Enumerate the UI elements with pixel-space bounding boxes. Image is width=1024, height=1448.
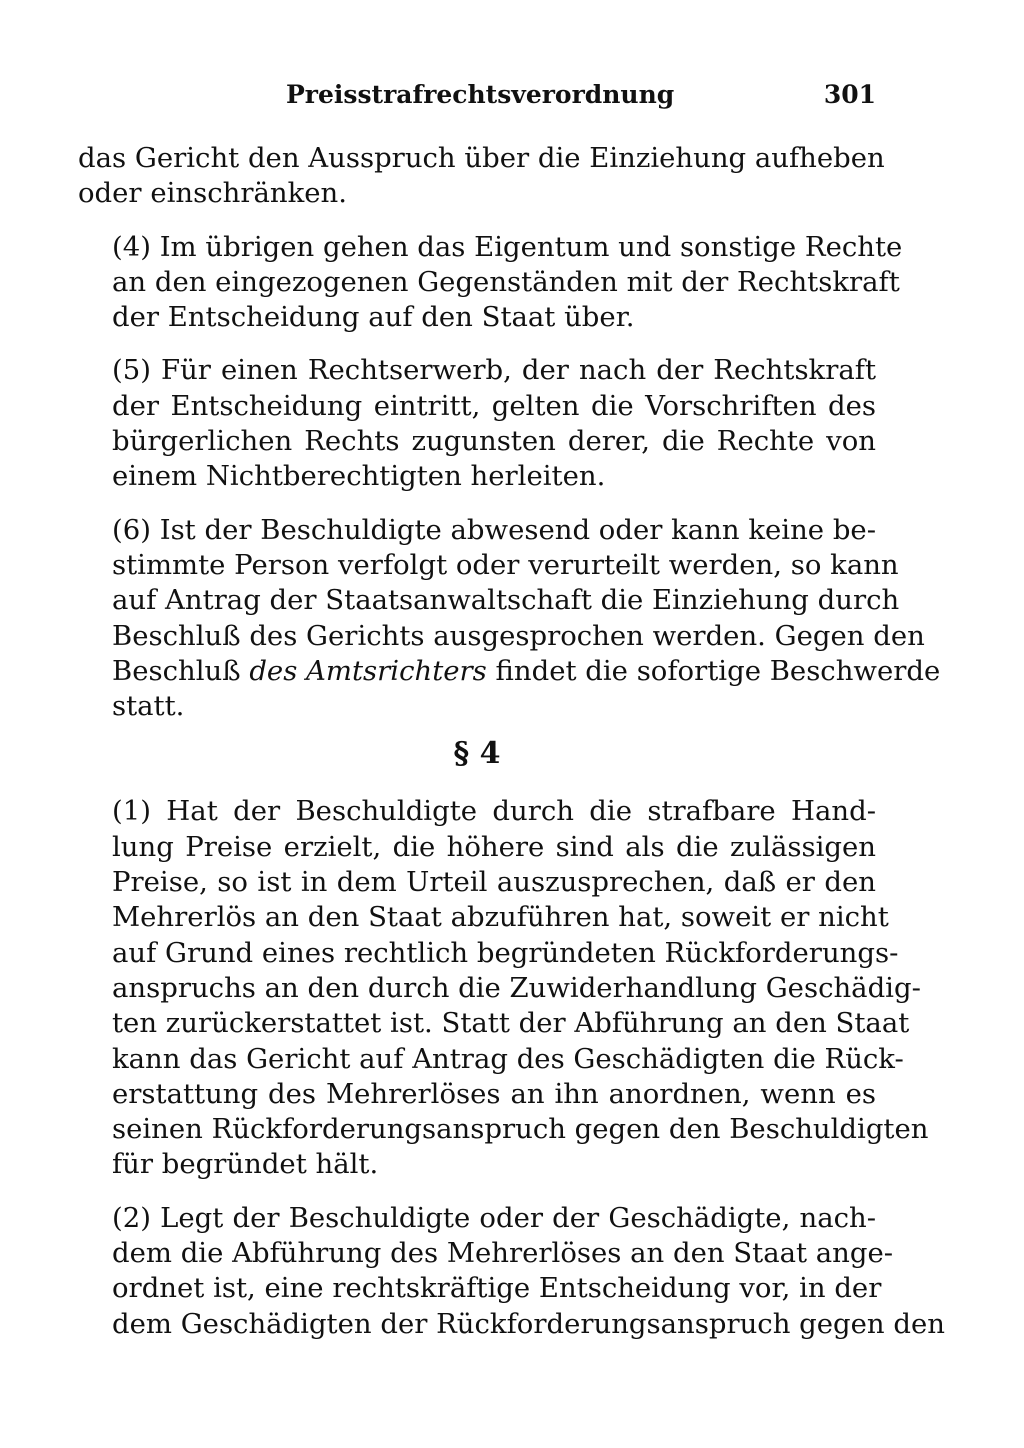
text-line: der Entscheidung auf den Staat über.	[112, 301, 635, 334]
text-line: bürgerlichen Rechts zugunsten derer, die Rechte von	[112, 425, 876, 458]
text-run: Beschluß	[112, 654, 250, 687]
text-line: anspruchs an den durch die Zuwiderhandlung Geschädig-	[112, 971, 921, 1004]
running-title: Preisstrafrechtsverordnung	[286, 80, 675, 109]
paragraph-continuation	[78, 141, 885, 212]
running-head	[78, 73, 876, 117]
text-line: (1) Hat der Beschuldigte durch die strafbare Hand-	[112, 795, 876, 828]
text-line: Beschluß des Gerichts ausgesprochen werden. Gegen den	[112, 619, 925, 652]
text-line: das Gericht den Ausspruch über die Einziehung aufheben	[78, 142, 885, 174]
text-line: auf Antrag der Staatsanwaltschaft die Einziehung durch	[112, 584, 900, 617]
text-line: ordnet ist, eine rechtskräftige Entscheidung vor, in der	[112, 1272, 882, 1305]
text-line: dem Geschädigten der Rückforderungsanspruch gegen den	[112, 1307, 945, 1340]
text-line: (5) Für einen Rechtserwerb, der nach der Rechtskraft	[112, 354, 876, 387]
text-line: kann das Gericht auf Antrag des Geschädigten die Rück-	[112, 1042, 904, 1075]
text-line: erstattung des Mehrerlöses an ihn anordnen, wenn es	[112, 1077, 876, 1110]
page-number: 301	[823, 80, 876, 109]
section-4-paragraph-2	[78, 1201, 945, 1342]
italic-run: des Amtsrichters	[249, 654, 487, 687]
text-line: Mehrerlös an den Staat abzuführen hat, soweit er nicht	[112, 901, 889, 934]
text-line: für begründet hält.	[112, 1148, 379, 1181]
text-line: stimmte Person verfolgt oder verurteilt werden, so kann	[112, 548, 899, 581]
text-line: lung Preise erzielt, die höhere sind als die zulässigen	[112, 830, 876, 863]
text-line: statt.	[112, 690, 185, 723]
text-line: (2) Legt der Beschuldigte oder der Geschädigte, nach-	[112, 1201, 876, 1234]
text-line: auf Grund eines rechtlich begründeten Rückforderungs-	[112, 936, 899, 969]
section-4-paragraph-1	[78, 794, 929, 1182]
paragraph-4	[78, 230, 903, 336]
text-line: Preise, so ist in dem Urteil auszusprechen, daß er den	[112, 866, 876, 899]
paragraph-6	[78, 513, 941, 725]
text-run: findet die sofortige Beschwerde	[486, 654, 941, 687]
text-line: seinen Rückforderungsanspruch gegen den Beschuldigten	[112, 1113, 929, 1146]
text-line: an den eingezogenen Gegenständen mit der Rechtskraft	[112, 265, 900, 298]
text-line-italic	[78, 654, 941, 689]
page-body	[78, 141, 945, 1360]
text-line: ten zurückerstattet ist. Statt der Abführung an den Staat	[112, 1007, 910, 1040]
section-heading: § 4	[453, 736, 501, 772]
text-line: der Entscheidung eintritt, gelten die Vorschriften des	[112, 389, 876, 422]
text-line: (4) Im übrigen gehen das Eigentum und sonstige Rechte	[112, 230, 903, 263]
text-line: dem die Abführung des Mehrerlöses an den Staat ange-	[112, 1237, 894, 1270]
text-line: einem Nichtberechtigten herleiten.	[112, 460, 606, 493]
paragraph-5	[78, 353, 876, 494]
text-line: oder einschränken.	[78, 177, 347, 210]
text-line: (6) Ist der Beschuldigte abwesend oder kann keine be-	[112, 513, 876, 546]
